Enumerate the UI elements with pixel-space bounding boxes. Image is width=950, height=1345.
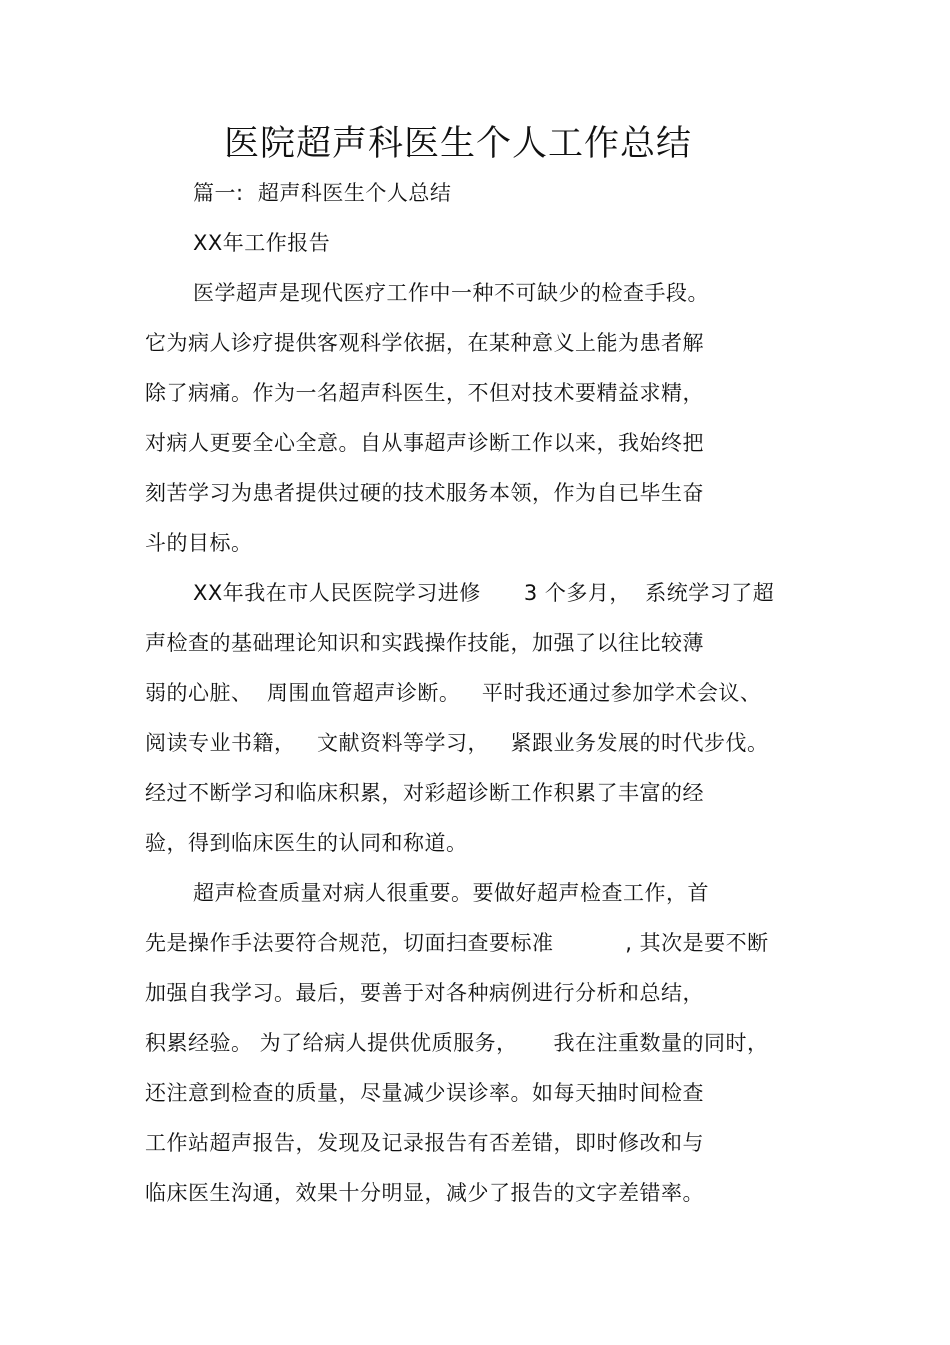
- paragraph-line: 经过不断学习和临床积累，对彩超诊断工作积累了丰富的经: [145, 781, 704, 805]
- paragraph-line: 阅读专业书籍， 文献资料等学习， 紧跟业务发展的时代步伐。: [145, 731, 769, 755]
- paragraph-line: 除了病痛。作为一名超声科医生，不但对技术要精益求精，: [145, 381, 704, 405]
- paragraph-line: 弱的心脏、 周围血管超声诊断。 平时我还通过参加学术会议、: [145, 681, 762, 705]
- paragraph-line: 斗的目标。: [145, 531, 253, 555]
- document-title: 医院超声科医生个人工作总结: [223, 124, 692, 164]
- paragraph-line: 先是操作手法要符合规范，切面扫查要标准 , 其次是要不断: [145, 931, 769, 955]
- paragraph-line: 积累经验。 为了给病人提供优质服务， 我在注重数量的同时，: [145, 1031, 769, 1055]
- report-subtitle: XX年工作报告: [193, 231, 331, 255]
- paragraph-line: XX年我在市人民医院学习进修 3 个多月， 系统学习了超: [193, 581, 775, 605]
- paragraph-line: 刻苦学习为患者提供过硬的技术服务本领，作为自已毕生奋: [145, 481, 704, 505]
- paragraph-line: 工作站超声报告，发现及记录报告有否差错，即时修改和与: [145, 1131, 704, 1155]
- section-heading: 篇一: 超声科医生个人总结: [193, 181, 452, 205]
- paragraph-line: 验，得到临床医生的认同和称道。: [145, 831, 468, 855]
- paragraph-line: 声检查的基础理论知识和实践操作技能，加强了以往比较薄: [145, 631, 704, 655]
- paragraph-line: 临床医生沟通，效果十分明显，减少了报告的文字差错率。: [145, 1181, 704, 1205]
- paragraph-line: 还注意到检查的质量，尽量减少误诊率。如每天抽时间检查: [145, 1081, 704, 1105]
- paragraph-line: 超声检查质量对病人很重要。要做好超声检查工作，首: [193, 881, 709, 905]
- paragraph-line: 医学超声是现代医疗工作中一种不可缺少的检查手段。: [193, 281, 709, 305]
- paragraph-line: 加强自我学习。最后，要善于对各种病例进行分析和总结，: [145, 981, 704, 1005]
- paragraph-line: 它为病人诊疗提供客观科学依据，在某种意义上能为患者解: [145, 331, 704, 355]
- paragraph-line: 对病人更要全心全意。自从事超声诊断工作以来，我始终把: [145, 431, 704, 455]
